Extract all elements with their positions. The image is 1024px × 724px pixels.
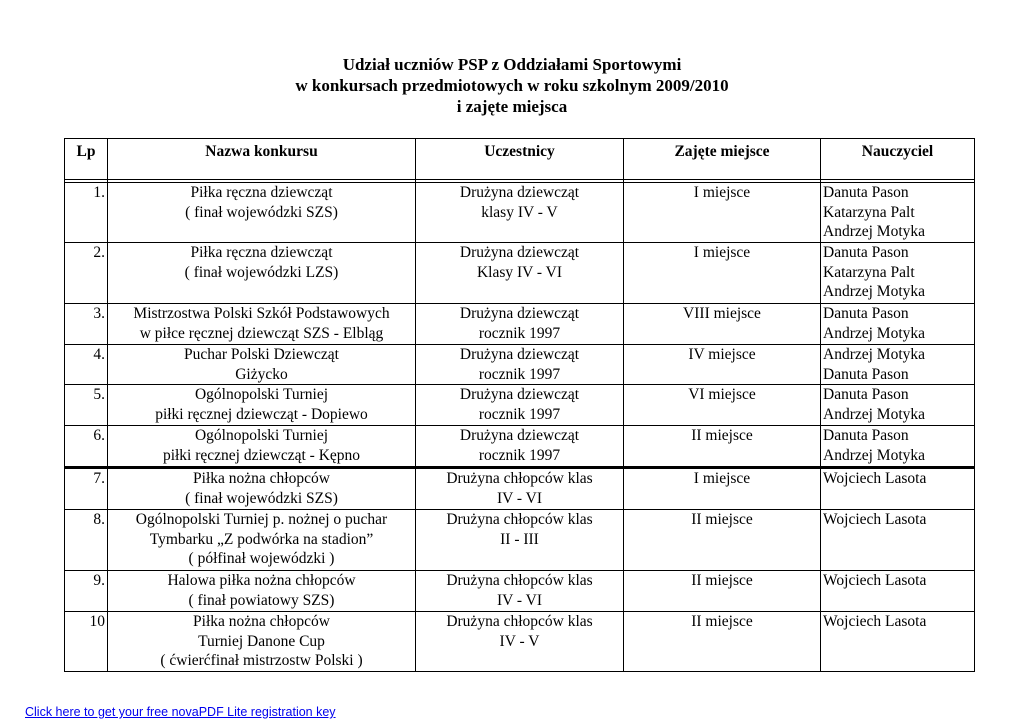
teacher-name: Andrzej Motyka (823, 223, 926, 240)
cell-participants (416, 510, 624, 571)
header-competition-name: Nazwa konkursu (108, 139, 416, 180)
header-lp: Lp (65, 139, 108, 180)
teacher-name: Katarzyna Palt (823, 203, 915, 221)
participants-line: II - III (500, 530, 539, 548)
participants-line: IV - VI (496, 489, 543, 507)
cell-participants (416, 385, 624, 426)
table-row (65, 243, 975, 304)
cell-participants (416, 426, 624, 468)
competition-name-line: Tymbarku „Z podwórka na stadion” (149, 530, 374, 548)
teacher-name: Andrzej Motyka (823, 324, 926, 342)
cell-lp: 9. (65, 571, 108, 612)
cell-competition-name (108, 345, 416, 385)
competition-name-line: ( finał wojewódzki LZS) (184, 263, 339, 281)
participants-line: Klasy IV - VI (476, 263, 563, 281)
competition-name-line: Turniej Danone Cup (198, 632, 325, 650)
participants-line: rocznik 1997 (478, 365, 561, 383)
table-row (65, 426, 975, 468)
competition-name-line: Piłka nożna chłopców (193, 470, 330, 487)
participants-line: rocznik 1997 (478, 324, 561, 342)
competition-name-line: Puchar Polski Dziewcząt (184, 346, 339, 363)
cell-place: I miejsce (624, 183, 821, 243)
cell-place: I miejsce (624, 243, 821, 304)
document-title (0, 54, 1024, 117)
participants-line: IV - V (499, 632, 540, 650)
cell-teachers (821, 385, 975, 426)
teacher-name: Danuta Pason (823, 305, 909, 322)
participants-line: klasy IV - V (481, 203, 558, 221)
teacher-name: Wojciech Lasota (823, 572, 927, 589)
cell-teachers (821, 571, 975, 612)
cell-participants (416, 243, 624, 304)
cell-teachers (821, 183, 975, 243)
cell-competition-name (108, 243, 416, 304)
competition-name-line: Ogólnopolski Turniej (194, 427, 329, 444)
competition-name-line: Ogólnopolski Turniej p. nożnej o puchar (135, 511, 388, 528)
table-row (65, 345, 975, 385)
competition-name-line: piłki ręcznej dziewcząt - Kępno (162, 446, 361, 464)
participants-line: Drużyna chłopców klas (446, 511, 593, 528)
cell-participants (416, 468, 624, 510)
table-row (65, 571, 975, 612)
cell-teachers (821, 304, 975, 345)
cell-participants (416, 304, 624, 345)
competition-name-line: piłki ręcznej dziewcząt - Dopiewo (155, 405, 368, 423)
competition-name-line: Halowa piłka nożna chłopców (167, 572, 356, 589)
teacher-name: Wojciech Lasota (823, 511, 927, 528)
cell-competition-name (108, 304, 416, 345)
competition-name-line: ( finał wojewódzki SZS) (185, 489, 338, 507)
competition-name-line: ( finał powiatowy SZS) (188, 591, 335, 609)
header-place: Zajęte miejsce (624, 139, 821, 180)
participants-line: Drużyna chłopców klas (446, 572, 593, 589)
cell-participants (416, 183, 624, 243)
cell-lp: 8. (65, 510, 108, 571)
title-line-1: Udział uczniów PSP z Oddziałami Sportowymi (342, 55, 682, 74)
header-teacher: Nauczyciel (821, 139, 975, 180)
competition-name-line: w piłce ręcznej dziewcząt SZS - Elbląg (139, 324, 384, 342)
participants-line: Drużyna dziewcząt (459, 427, 580, 444)
participants-line: Drużyna dziewcząt (459, 386, 580, 403)
participants-line: Drużyna dziewcząt (459, 244, 580, 261)
cell-place: VIII miejsce (624, 304, 821, 345)
competition-name-line: ( półfinał wojewódzki ) (188, 550, 335, 567)
cell-lp: 6. (65, 426, 108, 468)
table-row (65, 385, 975, 426)
table-row (65, 612, 975, 672)
competition-name-line: Giżycko (235, 365, 288, 383)
results-table (64, 138, 975, 672)
participants-line: IV - VI (496, 591, 543, 609)
cell-teachers (821, 510, 975, 571)
novapdf-registration-link[interactable]: Click here to get your free novaPDF Lite registration key (25, 705, 336, 719)
cell-lp: 5. (65, 385, 108, 426)
competition-name-line: ( finał wojewódzki SZS) (185, 203, 338, 221)
competition-name-line: ( ćwierćfinał mistrzostw Polski ) (160, 652, 363, 669)
competition-name-line: Mistrzostwa Polski Szkół Podstawowych (133, 305, 390, 322)
competition-name-line: Piłka ręczna dziewcząt (190, 184, 333, 201)
teacher-name: Katarzyna Palt (823, 263, 915, 281)
title-line-3: i zajęte miejsca (456, 97, 568, 116)
cell-participants (416, 345, 624, 385)
table-row (65, 183, 975, 243)
participants-line: Drużyna dziewcząt (459, 184, 580, 201)
header-participants: Uczestnicy (416, 139, 624, 180)
cell-participants (416, 612, 624, 672)
cell-lp: 10 (65, 612, 108, 672)
table-header-row (65, 139, 975, 180)
competition-name-line: Piłka ręczna dziewcząt (190, 244, 333, 261)
cell-teachers (821, 243, 975, 304)
participants-line: rocznik 1997 (478, 446, 561, 464)
cell-teachers (821, 468, 975, 510)
cell-place: II miejsce (624, 571, 821, 612)
cell-place: VI miejsce (624, 385, 821, 426)
teacher-name: Danuta Pason (823, 386, 909, 403)
teacher-name: Andrzej Motyka (823, 446, 926, 464)
teacher-name: Danuta Pason (823, 244, 909, 261)
cell-competition-name (108, 612, 416, 672)
cell-lp: 7. (65, 468, 108, 510)
teacher-name: Danuta Pason (823, 365, 909, 383)
table-row (65, 304, 975, 345)
cell-place: II miejsce (624, 612, 821, 672)
participants-line: Drużyna dziewcząt (459, 305, 580, 322)
cell-competition-name (108, 426, 416, 468)
teacher-name: Danuta Pason (823, 427, 909, 444)
cell-lp: 3. (65, 304, 108, 345)
cell-lp: 2. (65, 243, 108, 304)
competition-name-line: Ogólnopolski Turniej (194, 386, 329, 403)
teacher-name: Andrzej Motyka (823, 346, 926, 363)
cell-competition-name (108, 468, 416, 510)
teacher-name: Andrzej Motyka (823, 405, 926, 423)
participants-line: Drużyna dziewcząt (459, 346, 580, 363)
cell-competition-name (108, 571, 416, 612)
cell-teachers (821, 612, 975, 672)
cell-place: I miejsce (624, 468, 821, 510)
cell-participants (416, 571, 624, 612)
competition-name-line: Piłka nożna chłopców (193, 613, 330, 630)
table-body (65, 180, 975, 672)
cell-teachers (821, 426, 975, 468)
title-line-2: w konkursach przedmiotowych w roku szkolnym 2009/2010 (295, 76, 729, 95)
cell-place: II miejsce (624, 510, 821, 571)
cell-competition-name (108, 510, 416, 571)
cell-place: IV miejsce (624, 345, 821, 385)
teacher-name: Danuta Pason (823, 184, 909, 201)
participants-line: Drużyna chłopców klas (446, 613, 593, 630)
cell-lp: 1. (65, 183, 108, 243)
cell-competition-name (108, 385, 416, 426)
cell-lp: 4. (65, 345, 108, 385)
teacher-name: Wojciech Lasota (823, 470, 927, 487)
table-row (65, 510, 975, 571)
participants-line: Drużyna chłopców klas (446, 470, 593, 487)
participants-line: rocznik 1997 (478, 405, 561, 423)
cell-teachers (821, 345, 975, 385)
cell-place: II miejsce (624, 426, 821, 468)
table-row (65, 468, 975, 510)
teacher-name: Wojciech Lasota (823, 613, 927, 630)
teacher-name: Andrzej Motyka (823, 283, 926, 300)
cell-competition-name (108, 183, 416, 243)
